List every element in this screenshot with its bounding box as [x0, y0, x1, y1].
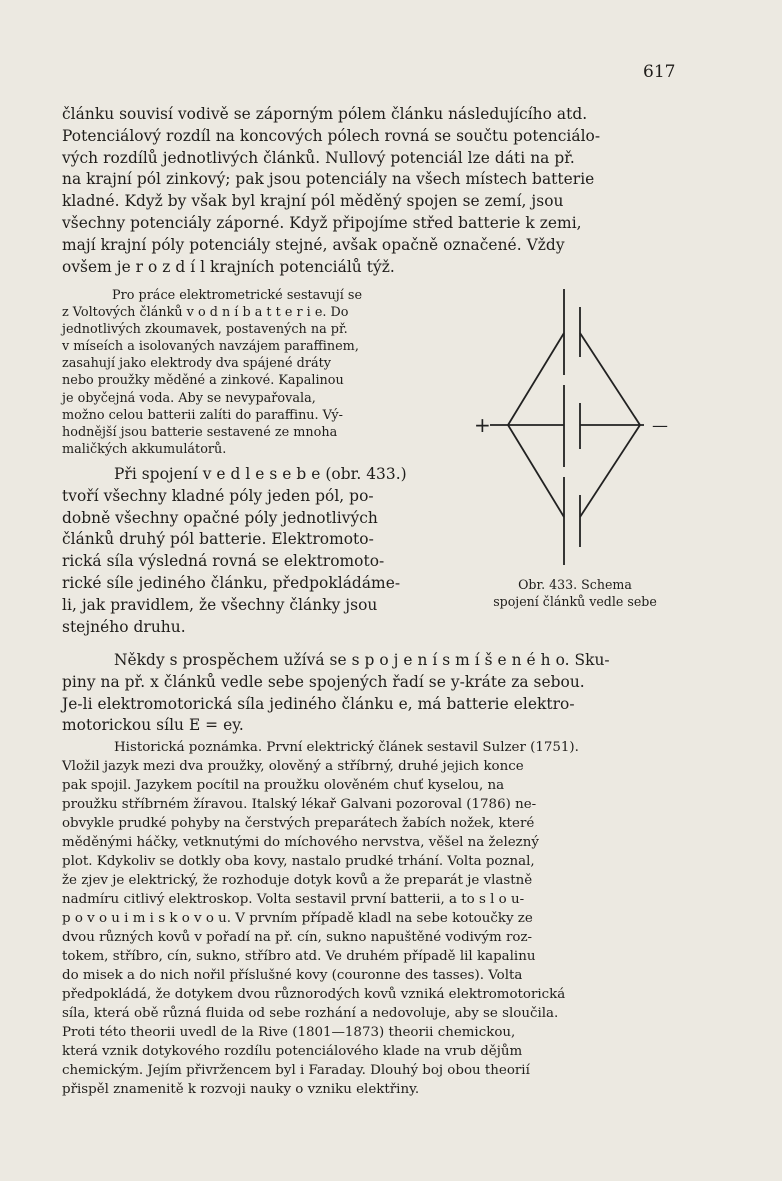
battery-schema-diagram	[468, 285, 682, 575]
caption-line: spojení článků vedle sebe	[493, 594, 657, 609]
paragraph-parallel	[62, 464, 462, 638]
plus-terminal-label: +	[474, 413, 491, 437]
figure-caption	[468, 576, 682, 610]
text-line: možno celou batterii zalíti do paraffinu. Vý-	[62, 407, 343, 423]
text-line: dobně všechny opačné póly jednotlivých	[62, 508, 378, 527]
text-line: článků druhý pól batterie. Elektromoto-	[62, 530, 374, 549]
text-line: je obyčejná voda. Aby se nevypařovala,	[62, 390, 316, 406]
paragraph-historical-note	[62, 738, 684, 1099]
text-line: všechny potenciály záporné. Když připojíme střed batterie k zemi,	[62, 213, 582, 232]
text-line: článku souvisí vodivě se záporným pólem článku následujícího atd.	[62, 105, 588, 123]
caption-line: Obr. 433. Schema	[518, 577, 632, 592]
minus-terminal-label: —	[652, 416, 668, 435]
text-line: ovšem je r o z d í l krajních potenciálů týž.	[62, 257, 395, 276]
text-line: Historická poznámka. První elektrický článek sestavil Sulzer (1751).	[114, 740, 579, 755]
page-number: 617	[643, 62, 676, 82]
text-line: tvoří všechny kladné póly jeden pól, po-	[62, 486, 374, 505]
paragraph-water-battery	[62, 287, 447, 458]
text-line: síla, která obě různá fluida od sebe rozhání a nedovoluje, aby se sloučila.	[62, 1006, 559, 1021]
text-line: maličkých akkumulátorů.	[62, 441, 227, 457]
text-line: tokem, stříbro, cín, sukno, stříbro atd. Ve druhém případě lil kapalinu	[62, 949, 536, 964]
text-line: pak spojil. Jazykem pocítil na proužku olověném chuť kyselou, na	[62, 778, 505, 793]
text-line: rické síle jediného článku, předpokládáme-	[62, 573, 401, 592]
text-line: Je-li elektromotorická síla jediného článku e, má batterie elektro-	[62, 694, 575, 713]
text-line: proužku stříbrném žíravou. Italský lékař Galvani pozoroval (1786) ne-	[62, 797, 537, 812]
text-line: nebo proužky měděné a zinkové. Kapalinou	[62, 373, 344, 389]
text-line: měděnými háčky, vetknutými do míchového nervstva, věšel na železný	[62, 835, 539, 850]
text-line: přispěl znamenitě k rozvoji nauky o vzniku elektřiny.	[62, 1082, 420, 1097]
text-line: dvou různých kovů v pořadí na př. cín, sukno napuštěné vodivým roz-	[62, 930, 533, 945]
text-line: p o v o u i m i s k o v o u. V prvním případě kladl na sebe kotoučky ze	[62, 911, 533, 926]
text-line: jednotlivých zkoumavek, postavených na př.	[62, 322, 348, 338]
text-line: mají krajní póly potenciály stejné, avšak opačně označené. Vždy	[62, 235, 565, 254]
text-line: Vložil jazyk mezi dva proužky, olověný a stříbrný, druhé jejich konce	[62, 759, 524, 774]
text-line: v míseích a isolovaných navzájem paraffinem,	[62, 339, 359, 355]
text-line: rická síla výsledná rovná se elektromoto-	[62, 552, 385, 571]
text-line: Při spojení v e d l e s e b e (obr. 433.)	[114, 465, 407, 483]
text-line: kladné. Když by však byl krajní pól měděný spojen se zemí, jsou	[62, 192, 564, 211]
text-line: obvykle prudké pohyby na čerstvých preparátech žabích nožek, které	[62, 816, 535, 831]
text-line: která vznik dotykového rozdílu potenciálového klade na vrub dějům	[62, 1044, 523, 1059]
paragraph-intro	[62, 104, 682, 278]
text-line: chemickým. Jejím přivržencem byl i Faraday. Dlouhý boj obou theorií	[62, 1063, 530, 1078]
text-line: předpokládá, že dotykem dvou různorodých kovů vzniká elektromotorická	[62, 987, 566, 1002]
text-line: plot. Kdykoliv se dotkly oba kovy, nastalo prudké trhání. Volta poznal,	[62, 854, 535, 869]
text-line: li, jak pravidlem, že všechny články jsou	[62, 595, 378, 614]
text-line: hodnější jsou batterie sestavené ze mnoha	[62, 424, 338, 440]
text-line: piny na př. x článků vedle sebe spojených řadí se y-kráte za sebou.	[62, 672, 585, 691]
text-line: stejného druhu.	[62, 617, 186, 636]
text-line: Potenciálový rozdíl na koncových pólech rovná se součtu potenciálo-	[62, 126, 601, 145]
text-line: Někdy s prospěchem užívá se s p o j e n í s m í š e n é h o. Sku-	[114, 651, 610, 669]
text-line: Pro práce elektrometrické sestavují se	[112, 288, 363, 303]
text-line: na krajní pól zinkový; pak jsou potenciály na všech místech batterie	[62, 170, 595, 189]
text-line: vých rozdílů jednotlivých článků. Nullový potenciál lze dáti na př.	[62, 148, 575, 167]
text-line: do misek a do nich nořil příslušné kovy (couronne des tasses). Volta	[62, 968, 523, 983]
text-line: nadmíru citlivý elektroskop. Volta sestavil první batterii, a to s l o u-	[62, 892, 525, 907]
text-line: zasahují jako elektrody dva spájené dráty	[62, 356, 331, 372]
text-line: motorickou sílu E = ey.	[62, 716, 244, 735]
text-line: z Voltových článků v o d n í b a t t e r i e. Do	[62, 305, 349, 321]
paragraph-mixed	[62, 650, 682, 737]
text-line: Proti této theorii uvedl de la Rive (1801—1873) theorii chemickou,	[62, 1025, 516, 1040]
text-line: že zjev je elektrický, že rozhoduje dotyk kovů a že preparát je vlastně	[62, 873, 533, 888]
